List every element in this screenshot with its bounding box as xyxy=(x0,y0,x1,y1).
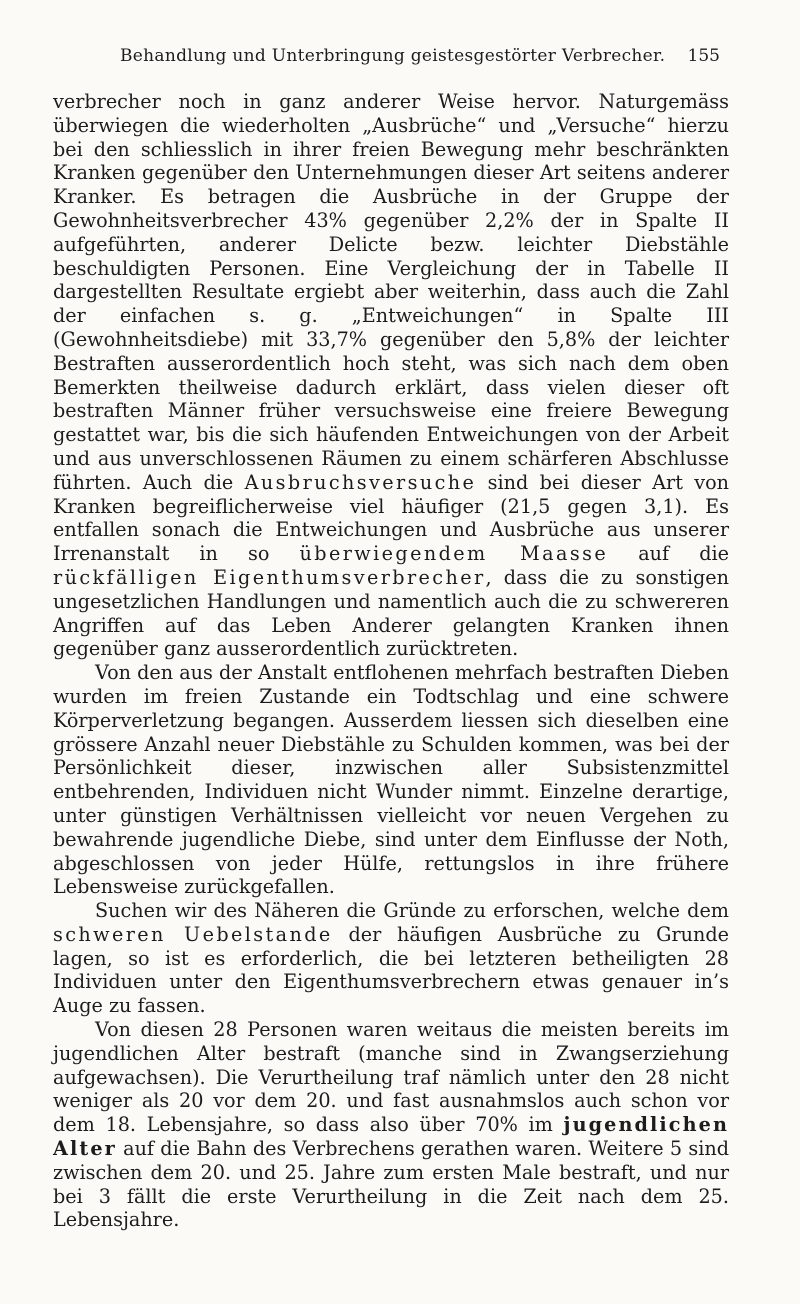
paragraph-1 xyxy=(53,90,729,661)
paragraph-2-text-1: Von den aus der Anstalt entflohenen mehrfach bestraften Dieben wurden im freien Zustande ein Todtschlag und eine schwere Körperverletzung begangen. Ausserdem liessen sich dieselben eine grössere Anzahl neuer Diebstähle zu Schulden kommen, was bei der Persönlichkeit dieser, inzwischen aller Subsistenzmittel entbehrenden, Individuen nicht Wunder nimmt. Einzelne derartige, unter günstigen Verhältnissen vielleicht vor neuen Vergehen zu bewahrende jugendliche Diebe, sind unter dem Einflusse der Noth, abgeschlossen von jeder Hülfe, rettungslos in ihre frühere Lebensweise zurückgefallen. xyxy=(53,661,729,899)
paragraph-3 xyxy=(53,899,729,1018)
paragraph-1-text-3: auf die xyxy=(608,542,729,566)
paragraph-1-text-2: sind bei dieser Art von Kranken begreiflicherweise viel häufiger (21,5 gegen 3,1). Es entfallen sonach die Entweichungen und Ausbrüche aus unserer Irrenanstalt in so xyxy=(53,470,730,566)
paragraph-4-text-2: auf die Bahn des Verbrechens gerathen waren. Weitere 5 sind zwischen dem 20. und 25. Jahre zum ersten Male bestraft, und nur bei 3 fällt die erste Verurtheilung in die Zeit nach dem 25. Lebensjahre. xyxy=(53,1137,729,1232)
body-text xyxy=(53,90,729,1232)
paragraph-4 xyxy=(53,1018,729,1232)
paragraph-3-emphasis-1: schweren Uebelstande xyxy=(53,922,333,946)
paragraph-1-emphasis-2: überwiegendem Maasse xyxy=(299,542,609,566)
paragraph-1-text-4: , dass die zu sonstigen ungesetzlichen Handlungen und namentlich auch die zu schwereren Angriffen auf das Leben Anderer gelangten Kranken ihnen gegenüber ganz ausserordentlich zurücktreten. xyxy=(53,565,729,661)
paragraph-1-text-1: verbrecher noch in ganz anderer Weise hervor. Naturgemäss überwiegen die wiederholten „Ausbrüche“ und „Versuche“ hierzu bei den schliesslich in ihrer freien Bewegung mehr beschränkten Kranken gegenüber den Unternehmungen dieser Art seitens anderer Kranker. Es betragen die Ausbrüche in der Gruppe der Gewohnheitsverbrecher 43% gegenüber 2,2% der in Spalte II aufgeführten, anderer Delicte bezw. leichter Diebstähle beschuldigten Personen. Eine Vergleichung der in Tabelle II dargestellten Resultate ergiebt aber weiterhin, dass auch die Zahl der einfachen s. g. „Entweichungen“ in Spalte III (Gewohnheitsdiebe) mit 33,7% gegenüber den 5,8% der leichter Bestraften ausserordentlich hoch steht, was sich nach dem oben Bemerkten theilweise dadurch erklärt, dass vielen dieser oft bestraften Männer früher versuchsweise eine freiere Bewegung gestattet war, bis die sich häufenden Entweichungen von der Arbeit und aus unverschlossenen Räumen zu einem schärferen Abschlusse führten. Auch die xyxy=(53,90,729,494)
paragraph-4-text-1: Von diesen 28 Personen waren weitaus die meisten bereits im jugendlichen Alter bestraft (manche sind in Zwangserziehung aufgewachsen). Die Verurtheilung traf nämlich unter den 28 nicht weniger als 20 vor dem 20. und fast ausnahmslos auch schon vor dem 18. Lebensjahre, so dass also über 70% im xyxy=(53,1018,729,1137)
running-header xyxy=(120,46,720,80)
paragraph-3-text-1: Suchen wir des Näheren die Gründe zu erforschen, welche dem xyxy=(95,899,729,923)
running-title: Behandlung und Unterbringung geistesgestörter Verbrecher. xyxy=(120,46,666,66)
paragraph-1-emphasis-1: Ausbruchsversuche xyxy=(244,470,477,494)
page-number: 155 xyxy=(687,46,720,66)
paragraph-2 xyxy=(53,661,729,899)
paragraph-1-emphasis-3: rückfälligen Eigenthumsverbrecher xyxy=(53,565,486,589)
paragraph-3-text-2: der häufigen Ausbrüche zu Grunde lagen, so ist es erforderlich, die bei letzteren betheiligten 28 Individuen unter den Eigenthumsverbrechern etwas genauer in’s Auge zu fassen. xyxy=(53,922,729,1018)
paragraph-4-emphasis-1: jugendlichen Alter xyxy=(53,1113,729,1161)
